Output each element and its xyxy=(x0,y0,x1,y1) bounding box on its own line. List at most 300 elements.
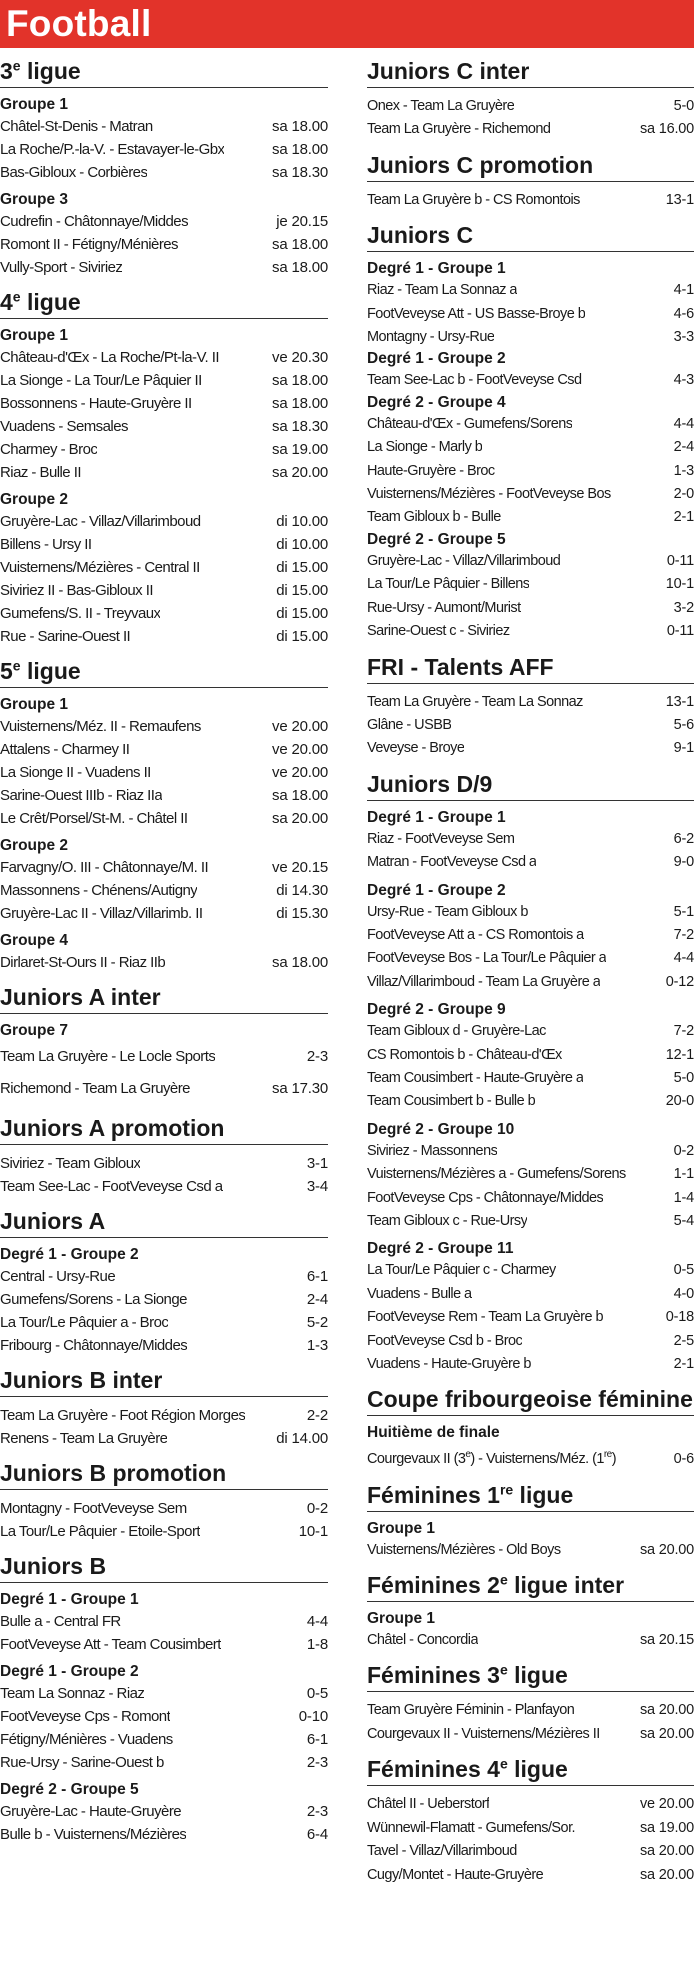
match-row xyxy=(367,1306,694,1329)
match-result: 12-1 xyxy=(665,1046,694,1063)
match-row xyxy=(0,533,328,556)
league-title: Juniors C xyxy=(367,212,694,252)
match-teams: Cugy/Montet - Haute-Gruyère xyxy=(367,1866,544,1883)
match-result: ve 20.15 xyxy=(272,859,328,876)
match-list xyxy=(367,1443,694,1471)
match-result: 3-2 xyxy=(673,599,694,616)
match-result: 4-1 xyxy=(673,282,694,299)
match-teams: Rue-Ursy - Aumont/Murist xyxy=(367,599,521,616)
match-result: 2-0 xyxy=(673,486,694,503)
league-title: Féminines 4e ligue xyxy=(367,1746,694,1786)
match-list xyxy=(0,1682,328,1774)
league-section xyxy=(0,48,328,279)
match-result: 2-3 xyxy=(306,1754,328,1771)
match-teams: Cudrefin - Châtonnaye/Middes xyxy=(0,213,189,230)
match-list xyxy=(0,115,328,184)
match-teams: Gumefens/Sorens - La Sionge xyxy=(0,1291,187,1308)
match-result: di 15.00 xyxy=(276,628,328,645)
match-row xyxy=(0,1682,328,1705)
match-result: di 14.00 xyxy=(276,1430,328,1447)
league-title: 4e ligue xyxy=(0,279,328,319)
match-row xyxy=(0,1728,328,1751)
match-row xyxy=(367,1353,694,1376)
match-teams: Haute-Gruyère - Broc xyxy=(367,462,495,479)
match-row xyxy=(0,1175,328,1198)
match-result: 2-4 xyxy=(673,439,694,456)
group-title: Degré 1 - Groupe 2 xyxy=(367,350,506,368)
match-result: sa 20.00 xyxy=(639,1866,694,1883)
match-result: 3-1 xyxy=(306,1155,328,1172)
match-row xyxy=(0,1520,328,1543)
group-title: Groupe 1 xyxy=(367,1610,436,1628)
match-result: 0-2 xyxy=(673,1142,694,1159)
match-teams: La Sionge II - Vuadens II xyxy=(0,764,151,781)
match-teams: Siviriez II - Bas-Gibloux II xyxy=(0,582,153,599)
match-row xyxy=(367,326,694,349)
match-teams: Billens - Ursy II xyxy=(0,536,92,553)
match-teams: Villaz/Villarimboud - Team La Gruyère a xyxy=(367,973,601,990)
match-row xyxy=(367,1067,694,1090)
match-row xyxy=(367,189,694,212)
match-result: 4-0 xyxy=(673,1285,694,1302)
group-title: Degré 1 - Groupe 1 xyxy=(367,808,506,826)
match-row xyxy=(0,625,328,648)
match-row xyxy=(367,737,694,760)
match-list xyxy=(367,369,694,392)
match-teams: Team La Gruyère - Le Locle Sports xyxy=(0,1048,216,1065)
match-teams: Romont II - Fétigny/Ménières xyxy=(0,236,179,253)
group-title: Groupe 1 xyxy=(0,327,69,344)
match-result: 0-6 xyxy=(673,1451,694,1468)
league-section xyxy=(367,1472,694,1562)
match-list xyxy=(367,1539,694,1562)
match-teams: Renens - Team La Gruyère xyxy=(0,1430,168,1447)
match-row xyxy=(0,556,328,579)
match-result: 5-0 xyxy=(673,98,694,114)
match-teams: Gruyère-Lac II - Villaz/Villarimb. II xyxy=(0,905,203,922)
match-row xyxy=(0,161,328,184)
match-teams: Siviriez - Massonnens xyxy=(367,1142,498,1159)
match-teams: Gumefens/S. II - Treyvaux xyxy=(0,605,161,622)
match-teams: Richemond - Team La Gruyère xyxy=(0,1080,190,1097)
match-teams: Tavel - Villaz/Villarimboud xyxy=(367,1843,517,1860)
match-row xyxy=(0,256,328,279)
match-result: 1-1 xyxy=(673,1166,694,1183)
match-result: di 15.00 xyxy=(276,559,328,576)
match-teams: Massonnens - Chénens/Autigny xyxy=(0,882,198,899)
match-list xyxy=(367,1020,694,1114)
match-result: di 15.30 xyxy=(276,905,328,922)
match-list xyxy=(367,279,694,349)
match-result: 1-3 xyxy=(306,1337,328,1354)
league-section xyxy=(367,212,694,643)
match-teams: Vuisternens/Mézières - FootVeveyse Bos xyxy=(367,486,611,503)
match-result: 1-4 xyxy=(673,1189,694,1206)
league-section xyxy=(367,644,694,761)
league-section xyxy=(0,648,328,974)
match-row xyxy=(367,1259,694,1282)
match-row xyxy=(0,1633,328,1656)
match-teams: Riaz - Team La Sonnaz a xyxy=(367,282,517,299)
match-row xyxy=(0,461,328,484)
match-row xyxy=(367,1044,694,1067)
league-title: 3e ligue xyxy=(0,48,328,88)
match-row xyxy=(367,95,694,118)
league-section xyxy=(0,1105,328,1198)
match-row xyxy=(367,1864,694,1887)
league-title: Féminines 2e ligue inter xyxy=(367,1562,694,1602)
match-result: sa 20.00 xyxy=(272,810,328,827)
match-result: sa 18.00 xyxy=(272,141,328,158)
league-title: Féminines 3e ligue xyxy=(367,1652,694,1692)
match-result: 5-2 xyxy=(306,1314,328,1331)
group-title: Huitième de finale xyxy=(367,1424,500,1442)
match-teams: Veveyse - Broye xyxy=(367,740,465,757)
match-teams: Team La Gruyère - Foot Région Morges xyxy=(0,1407,246,1424)
match-row xyxy=(367,924,694,947)
match-list xyxy=(367,1793,694,1887)
match-row xyxy=(0,233,328,256)
league-title: Juniors A promotion xyxy=(0,1105,328,1145)
league-section xyxy=(367,1562,694,1652)
match-row xyxy=(0,602,328,625)
match-row xyxy=(0,392,328,415)
match-teams: Vuisternens/Mézières - Central II xyxy=(0,559,200,576)
match-teams: Gruyère-Lac - Villaz/Villarimboud xyxy=(367,552,561,569)
match-row xyxy=(0,807,328,830)
match-list xyxy=(0,1265,328,1357)
match-list xyxy=(0,715,328,830)
match-teams: Dirlaret-St-Ours II - Riaz IIb xyxy=(0,954,166,971)
match-result: 4-4 xyxy=(306,1613,328,1630)
match-teams: Courgevaux II (3e) - Vuisternens/Méz. (1re) xyxy=(367,1449,616,1468)
match-result: 4-4 xyxy=(673,415,694,432)
match-teams: Châtel - Concordia xyxy=(367,1632,478,1649)
group-title: Groupe 3 xyxy=(0,191,69,208)
match-teams: FootVeveyse Cps - Châtonnaye/Middes xyxy=(367,1189,604,1206)
match-row xyxy=(367,714,694,737)
match-list xyxy=(367,189,694,212)
match-result: 5-0 xyxy=(673,1069,694,1086)
match-teams: La Tour/Le Pâquier - Billens xyxy=(367,576,530,593)
league-section xyxy=(0,1198,328,1357)
match-list xyxy=(0,856,328,925)
group-title: Degré 1 - Groupe 2 xyxy=(0,1246,139,1263)
match-list xyxy=(0,951,328,974)
match-teams: Team La Gruyère - Richemond xyxy=(367,121,551,138)
match-teams: FootVeveyse Cps - Romont xyxy=(0,1708,171,1725)
match-teams: Siviriez - Team Gibloux xyxy=(0,1155,141,1172)
match-teams: CS Romontois b - Château-d'Œx xyxy=(367,1046,562,1063)
league-section xyxy=(0,974,328,1105)
match-teams: La Sionge - Marly b xyxy=(367,439,483,456)
match-row xyxy=(367,1330,694,1353)
match-teams: La Roche/P.-la-V. - Estavayer-le-Gbx xyxy=(0,141,225,158)
match-result: 0-12 xyxy=(665,973,694,990)
group-title: Groupe 1 xyxy=(0,696,69,713)
match-teams: Riaz - Bulle II xyxy=(0,464,81,481)
match-row xyxy=(0,1311,328,1334)
match-result: di 10.00 xyxy=(276,513,328,530)
match-row xyxy=(367,1283,694,1306)
match-result: 13-1 xyxy=(665,191,694,208)
match-row xyxy=(367,550,694,573)
match-result: sa 20.00 xyxy=(639,1702,694,1719)
match-teams: Team La Gruyère b - CS Romontois xyxy=(367,191,580,208)
match-list xyxy=(0,1497,328,1543)
league-section xyxy=(367,142,694,212)
match-list xyxy=(367,691,694,761)
match-result: sa 18.30 xyxy=(272,418,328,435)
match-teams: Charmey - Broc xyxy=(0,441,98,458)
match-teams: Le Crêt/Porsel/St-M. - Châtel II xyxy=(0,810,188,827)
match-row xyxy=(367,369,694,392)
match-teams: Onex - Team La Gruyère xyxy=(367,98,515,114)
match-row xyxy=(367,691,694,714)
match-result: 0-18 xyxy=(665,1309,694,1326)
league-section xyxy=(0,279,328,648)
match-result: di 15.00 xyxy=(276,605,328,622)
match-list xyxy=(367,1259,694,1376)
match-result: ve 20.30 xyxy=(272,349,328,366)
match-result: 4-3 xyxy=(673,372,694,389)
match-teams: Team Gibloux c - Rue-Ursy xyxy=(367,1213,528,1229)
group-title: Degré 1 - Groupe 2 xyxy=(367,881,506,899)
match-teams: Team Gibloux d - Gruyère-Lac xyxy=(367,1023,546,1040)
match-row xyxy=(0,1427,328,1450)
match-list xyxy=(367,1140,694,1234)
match-result: 2-3 xyxy=(306,1803,328,1820)
match-teams: Vuisternens/Méz. II - Remaufens xyxy=(0,718,201,735)
match-row xyxy=(0,1800,328,1823)
match-row xyxy=(0,1041,328,1073)
group-title: Degré 2 - Groupe 11 xyxy=(367,1240,514,1258)
match-teams: Team Cousimbert - Haute-Gruyère a xyxy=(367,1069,584,1086)
match-teams: Vuisternens/Mézières a - Gumefens/Sorens xyxy=(367,1166,626,1183)
match-row xyxy=(0,902,328,925)
match-teams: Montagny - Ursy-Rue xyxy=(367,329,495,346)
match-teams: Vuadens - Haute-Gruyère b xyxy=(367,1356,531,1373)
match-teams: Team La Sonnaz - Riaz xyxy=(0,1685,145,1702)
league-title: Juniors A xyxy=(0,1198,328,1238)
match-row xyxy=(367,460,694,483)
match-result: sa 18.00 xyxy=(272,236,328,253)
match-result: 0-5 xyxy=(306,1685,328,1702)
match-result: 0-2 xyxy=(306,1500,328,1517)
match-result: sa 18.00 xyxy=(272,954,328,971)
match-teams: FootVeveyse Att a - CS Romontois a xyxy=(367,926,584,943)
match-list xyxy=(0,1404,328,1450)
match-row xyxy=(0,510,328,533)
match-row xyxy=(367,947,694,970)
match-row xyxy=(0,369,328,392)
match-row xyxy=(0,1152,328,1175)
match-teams: Matran - FootVeveyse Csd a xyxy=(367,854,537,871)
match-teams: Team La Gruyère - Team La Sonnaz xyxy=(367,693,583,710)
match-result: ve 20.00 xyxy=(272,764,328,781)
match-result: 2-4 xyxy=(306,1291,328,1308)
match-result: sa 20.00 xyxy=(639,1725,694,1742)
match-result: 2-1 xyxy=(673,509,694,526)
match-teams: FootVeveyse Rem - Team La Gruyère b xyxy=(367,1309,603,1326)
league-section xyxy=(367,761,694,1377)
match-row xyxy=(367,1817,694,1840)
match-result: 0-10 xyxy=(298,1708,328,1725)
match-result: 10-1 xyxy=(298,1523,328,1540)
match-row xyxy=(367,1539,694,1562)
match-teams: FootVeveyse Csd b - Broc xyxy=(367,1332,523,1349)
match-row xyxy=(367,597,694,620)
group-title: Degré 1 - Groupe 2 xyxy=(0,1663,139,1680)
match-teams: Team See-Lac b - FootVeveyse Csd xyxy=(367,372,582,389)
match-row xyxy=(367,1210,694,1233)
match-result: 3-4 xyxy=(306,1178,328,1195)
match-result: 0-11 xyxy=(666,623,694,640)
match-teams: Attalens - Charmey II xyxy=(0,741,130,758)
match-row xyxy=(367,1723,694,1746)
group-title: Groupe 2 xyxy=(0,837,69,854)
match-teams: Rue - Sarine-Ouest II xyxy=(0,628,131,645)
match-list xyxy=(0,1152,328,1198)
league-title: Juniors B promotion xyxy=(0,1450,328,1490)
group-title: Degré 2 - Groupe 5 xyxy=(367,530,506,548)
match-list xyxy=(0,1610,328,1656)
match-list xyxy=(0,1800,328,1846)
match-result: ve 20.00 xyxy=(639,1796,694,1813)
league-title: Juniors C inter xyxy=(367,48,694,88)
match-teams: Vuisternens/Mézières - Old Boys xyxy=(367,1541,561,1558)
match-teams: Vuadens - Bulle a xyxy=(367,1285,472,1302)
match-row xyxy=(0,1705,328,1728)
match-result: 5-1 xyxy=(673,903,694,920)
match-row xyxy=(0,1265,328,1288)
match-teams: Bulle a - Central FR xyxy=(0,1613,121,1630)
group-title: Groupe 2 xyxy=(0,491,69,508)
match-result: sa 20.15 xyxy=(639,1632,694,1649)
league-title: Juniors A inter xyxy=(0,974,328,1014)
match-teams: Farvagny/O. III - Châtonnaye/M. II xyxy=(0,859,209,876)
match-teams: Central - Ursy-Rue xyxy=(0,1268,116,1285)
match-result: 5-6 xyxy=(673,716,694,733)
match-row xyxy=(0,115,328,138)
match-row xyxy=(0,1497,328,1520)
match-result: sa 18.00 xyxy=(272,259,328,276)
match-row xyxy=(0,1610,328,1633)
match-result: di 14.30 xyxy=(276,882,328,899)
match-teams: FootVeveyse Att - US Basse-Broye b xyxy=(367,305,586,322)
match-teams: Glâne - USBB xyxy=(367,716,452,733)
match-row xyxy=(367,1163,694,1186)
group-title: Degré 1 - Groupe 1 xyxy=(367,260,506,278)
league-title: FRI - Talents AFF xyxy=(367,644,694,684)
match-result: 6-1 xyxy=(306,1268,328,1285)
match-row xyxy=(367,901,694,924)
match-teams: Châtel-St-Denis - Matran xyxy=(0,118,153,135)
match-result: 9-0 xyxy=(673,854,694,871)
match-result: 20-0 xyxy=(665,1093,694,1110)
match-row xyxy=(367,436,694,459)
match-row xyxy=(0,138,328,161)
match-teams: Team See-Lac - FootVeveyse Csd a xyxy=(0,1178,223,1195)
match-row xyxy=(0,438,328,461)
match-row xyxy=(367,413,694,436)
match-teams: Sarine-Ouest c - Siviriez xyxy=(367,623,510,640)
match-result: ve 20.00 xyxy=(272,741,328,758)
match-teams: Vully-Sport - Siviriez xyxy=(0,259,123,276)
match-row xyxy=(0,1288,328,1311)
match-row xyxy=(0,715,328,738)
group-title: Degré 2 - Groupe 10 xyxy=(367,1120,515,1138)
match-result: sa 20.00 xyxy=(272,464,328,481)
match-result: 0-11 xyxy=(666,552,694,569)
match-row xyxy=(367,303,694,326)
match-teams: Wünnewil-Flamatt - Gumefens/Sor. xyxy=(367,1819,576,1836)
match-result: sa 20.00 xyxy=(639,1843,694,1860)
league-section xyxy=(367,48,694,142)
match-teams: Château-d'Œx - La Roche/Pt-la-V. II xyxy=(0,349,220,366)
match-result: sa 17.30 xyxy=(272,1080,328,1097)
match-row xyxy=(0,1823,328,1846)
match-row xyxy=(367,506,694,529)
match-result: sa 19.00 xyxy=(272,441,328,458)
match-teams: La Tour/Le Pâquier - Etoile-Sport xyxy=(0,1523,201,1540)
group-title: Groupe 4 xyxy=(0,932,69,949)
league-title: Juniors B xyxy=(0,1543,328,1583)
match-teams: La Tour/Le Pâquier c - Charmey xyxy=(367,1262,556,1279)
match-row xyxy=(367,1090,694,1113)
match-result: 2-3 xyxy=(306,1048,328,1065)
match-list xyxy=(367,828,694,875)
match-teams: Gruyère-Lac - Haute-Gruyère xyxy=(0,1803,182,1820)
match-result: 4-6 xyxy=(673,305,694,322)
match-row xyxy=(0,784,328,807)
match-teams: Riaz - FootVeveyse Sem xyxy=(367,830,515,847)
match-row xyxy=(367,1699,694,1722)
match-list xyxy=(367,550,694,644)
league-section xyxy=(367,1746,694,1887)
group-title: Degré 1 - Groupe 1 xyxy=(0,1591,139,1608)
match-list xyxy=(367,901,694,995)
match-row xyxy=(0,951,328,974)
match-teams: Gruyère-Lac - Villaz/Villarimboud xyxy=(0,513,201,530)
match-result: sa 18.30 xyxy=(272,164,328,181)
match-result: sa 18.00 xyxy=(272,372,328,389)
match-row xyxy=(367,1793,694,1816)
league-title: Juniors D/9 xyxy=(367,761,694,801)
match-row xyxy=(367,851,694,874)
match-row xyxy=(367,1840,694,1863)
match-row xyxy=(367,1020,694,1043)
match-list xyxy=(367,1629,694,1652)
match-row xyxy=(367,573,694,596)
league-section xyxy=(0,1450,328,1543)
left-column xyxy=(0,48,328,1846)
match-row xyxy=(0,1404,328,1427)
group-title: Groupe 1 xyxy=(0,96,69,113)
group-title: Degré 2 - Groupe 9 xyxy=(367,1001,506,1019)
match-result: 13-1 xyxy=(665,693,694,710)
league-section xyxy=(0,1357,328,1450)
page-banner: Football xyxy=(0,0,694,48)
match-teams: FootVeveyse Bos - La Tour/Le Pâquier a xyxy=(367,950,607,967)
match-list xyxy=(0,510,328,648)
group-title: Groupe 1 xyxy=(367,1519,436,1537)
match-result: sa 18.00 xyxy=(272,787,328,804)
match-result: 6-1 xyxy=(306,1731,328,1748)
match-row xyxy=(367,1629,694,1652)
match-result: 2-5 xyxy=(673,1332,694,1349)
match-teams: Ursy-Rue - Team Gibloux b xyxy=(367,903,528,920)
